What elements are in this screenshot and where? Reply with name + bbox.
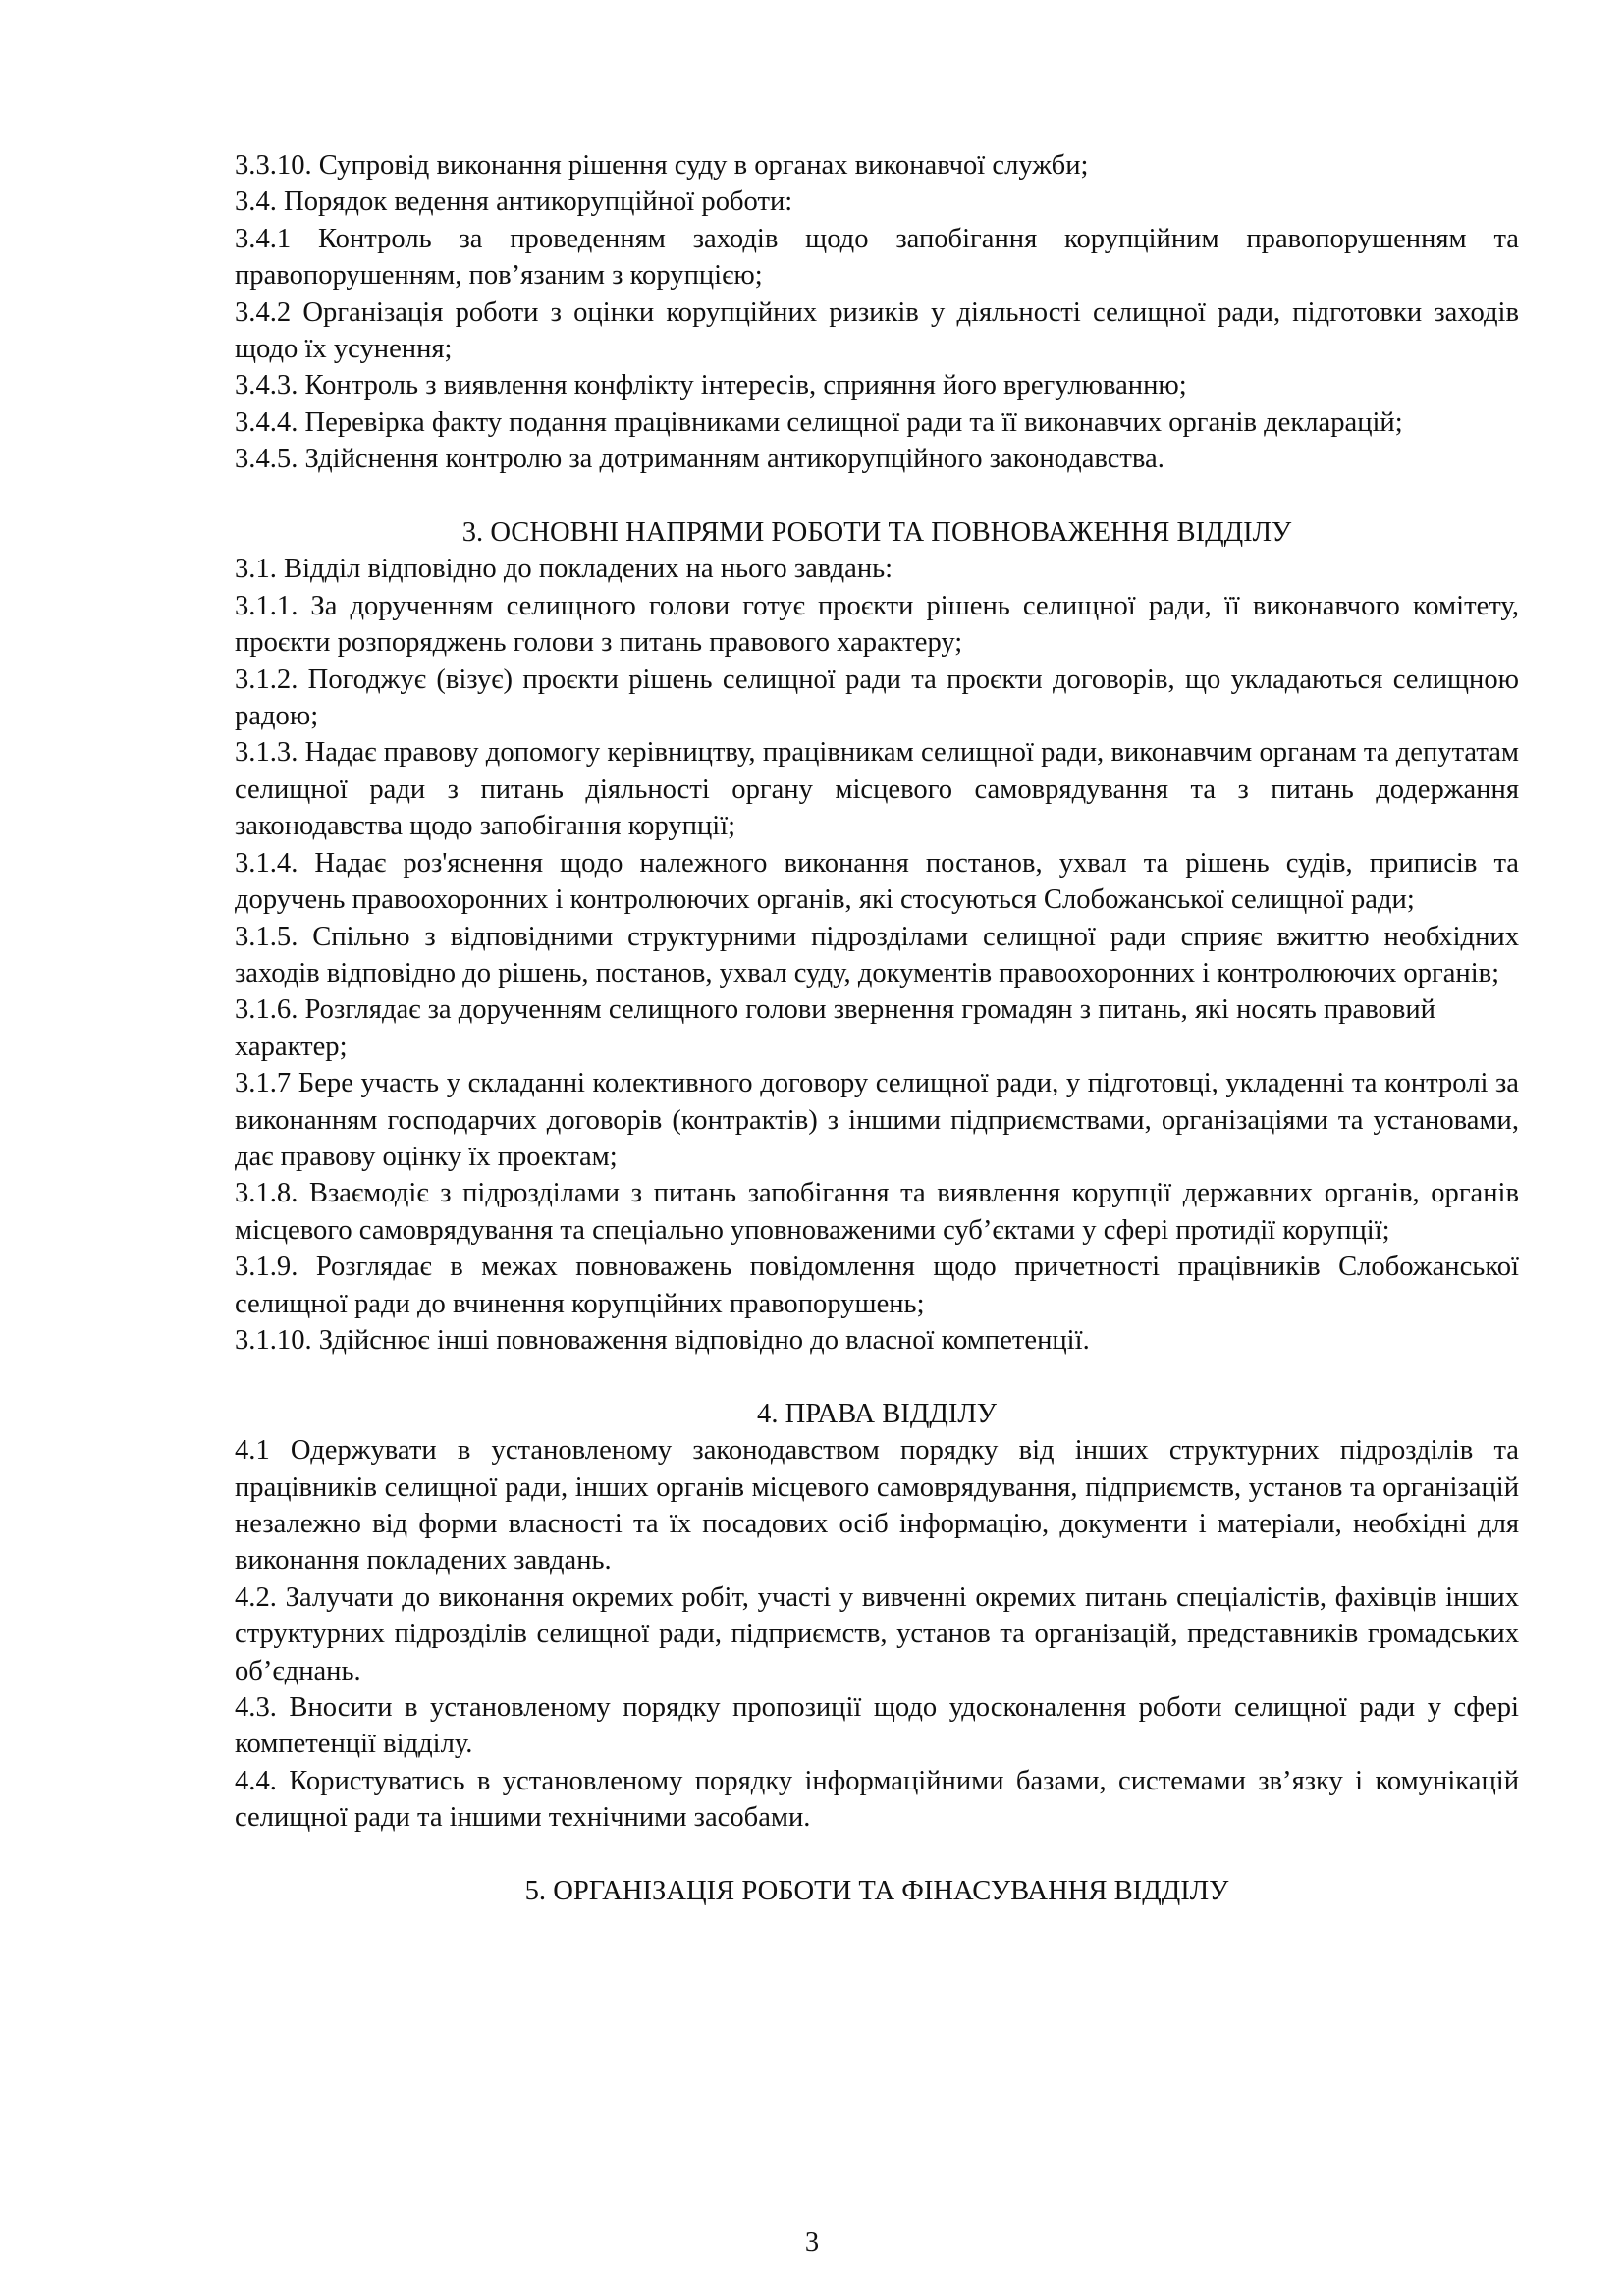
- paragraph-4-1: 4.1 Одержувати в установленому законодавством порядку від інших структурних підрозділів та працівників селищної ради, інших органів місцевого самоврядування, підприємств, установ та організацій незалежно від форми власності та їх посадових осіб інформацію, документи і матеріали, необхідні для виконання покладених завдань.: [235, 1435, 1519, 1576]
- paragraph-3-1-8: 3.1.8. Взаємодіє з підрозділами з питань запобігання та виявлення корупції державних органів, органів місцевого самоврядування та спеціально уповноваженими суб’єктами у сфері протидії корупції;: [235, 1178, 1519, 1246]
- paragraph-3-1-10: 3.1.10. Здійснює інші повноваження відповідно до власної компетенції.: [235, 1324, 1090, 1356]
- paragraph-3-1-9: 3.1.9. Розглядає в межах повноважень повідомлення щодо причетності працівників Слобожанської селищної ради до вчинення корупційних правопорушень;: [235, 1252, 1519, 1319]
- section-4-heading: 4. ПРАВА ВІДДІЛУ: [757, 1398, 997, 1429]
- paragraph-3-1-4: 3.1.4. Надає роз'яснення щодо належного виконання постанов, ухвал та рішень судів, приписів та доручень правоохоронних і контролюючих органів, які стосуються Слобожанської селищної ради;: [235, 847, 1519, 916]
- section-3-heading: 3. ОСНОВНІ НАПРЯМИ РОБОТИ ТА ПОВНОВАЖЕННЯ ВІДДІЛУ: [461, 517, 1292, 549]
- paragraph-3-1-6: 3.1.6. Розглядає за дорученням селищного голови звернення громадян з питань, які носять правовий характер;: [235, 994, 1435, 1062]
- paragraph-4-3: 4.3. Вносити в установленому порядку пропозиції щодо удосконалення роботи селищної ради у сфері компетенції відділу.: [235, 1692, 1519, 1760]
- paragraph-3-1: 3.1. Відділ відповідно до покладених на нього завдань:: [235, 554, 893, 585]
- paragraph-3-1-5: 3.1.5. Спільно з відповідними структурними підрозділами селищної ради сприяє вжиттю необхідних заходів відповідно до рішень, постанов, ухвал суду, документів правоохоронних і контролюючих органів;: [235, 921, 1519, 988]
- paragraph-3-4-1: 3.4.1 Контроль за проведенням заходів щодо запобігання корупційним правопорушенням та правопорушенням, пов’язаним з корупцією;: [235, 223, 1519, 292]
- paragraph-3-4-4: 3.4.4. Перевірка факту подання працівниками селищної ради та її виконавчих органів декларацій;: [235, 406, 1403, 438]
- paragraph-3-1-2: 3.1.2. Погоджує (візує) проєкти рішень селищної ради та проєкти договорів, що укладаються селищною радою;: [235, 664, 1519, 732]
- section-5-heading: 5. ОРГАНІЗАЦІЯ РОБОТИ ТА ФІНАСУВАННЯ ВІДДІЛУ: [524, 1876, 1229, 1907]
- paragraph-3-4-3: 3.4.3. Контроль з виявлення конфлікту інтересів, сприяння його врегулюванню;: [235, 370, 1187, 401]
- paragraph-3-4: 3.4. Порядок ведення антикорупційної роботи:: [235, 187, 793, 218]
- paragraph-4-4: 4.4. Користуватись в установленому порядку інформаційними базами, системами зв’язку і комунікацій селищної ради та іншими технічними засобами.: [235, 1765, 1519, 1834]
- page-number: 3: [804, 2227, 820, 2258]
- paragraph-3-1-3: 3.1.3. Надає правову допомогу керівництву, працівникам селищної ради, виконавчим органам та депутатам селищної ради з питань діяльності органу місцевого самоврядування та з питань додержання законодавства щодо запобігання корупції;: [235, 737, 1519, 842]
- paragraph-3-4-2: 3.4.2 Організація роботи з оцінки корупційних ризиків у діяльності селищної ради, підготовки заходів щодо їх усунення;: [235, 296, 1519, 365]
- paragraph-3-1-7: 3.1.7 Бере участь у складанні колективного договору селищної ради, у підготовці, укладенні та контролі за виконанням господарчих договорів (контрактів) з іншими підприємствами, організаціями та установами, дає правову оцінку їх проектам;: [235, 1068, 1519, 1172]
- paragraph-3-1-1: 3.1.1. За дорученням селищного голови готує проєкти рішень селищної ради, її виконавчого комітету, проєкти розпоряджень голови з питань правового характеру;: [235, 590, 1519, 659]
- paragraph-3-3-10: 3.3.10. Супровід виконання рішення суду в органах виконавчої служби;: [235, 150, 1089, 181]
- paragraph-4-2: 4.2. Залучати до виконання окремих робіт, участі у вивченні окремих питань спеціалістів, фахівців інших структурних підрозділів селищної ради, підприємств, установ та організацій, представників громадських об’єднань.: [235, 1581, 1519, 1686]
- paragraph-3-4-5: 3.4.5. Здійснення контролю за дотриманням антикорупційного законодавства.: [235, 444, 1164, 475]
- document-page: [235, 147, 1519, 1909]
